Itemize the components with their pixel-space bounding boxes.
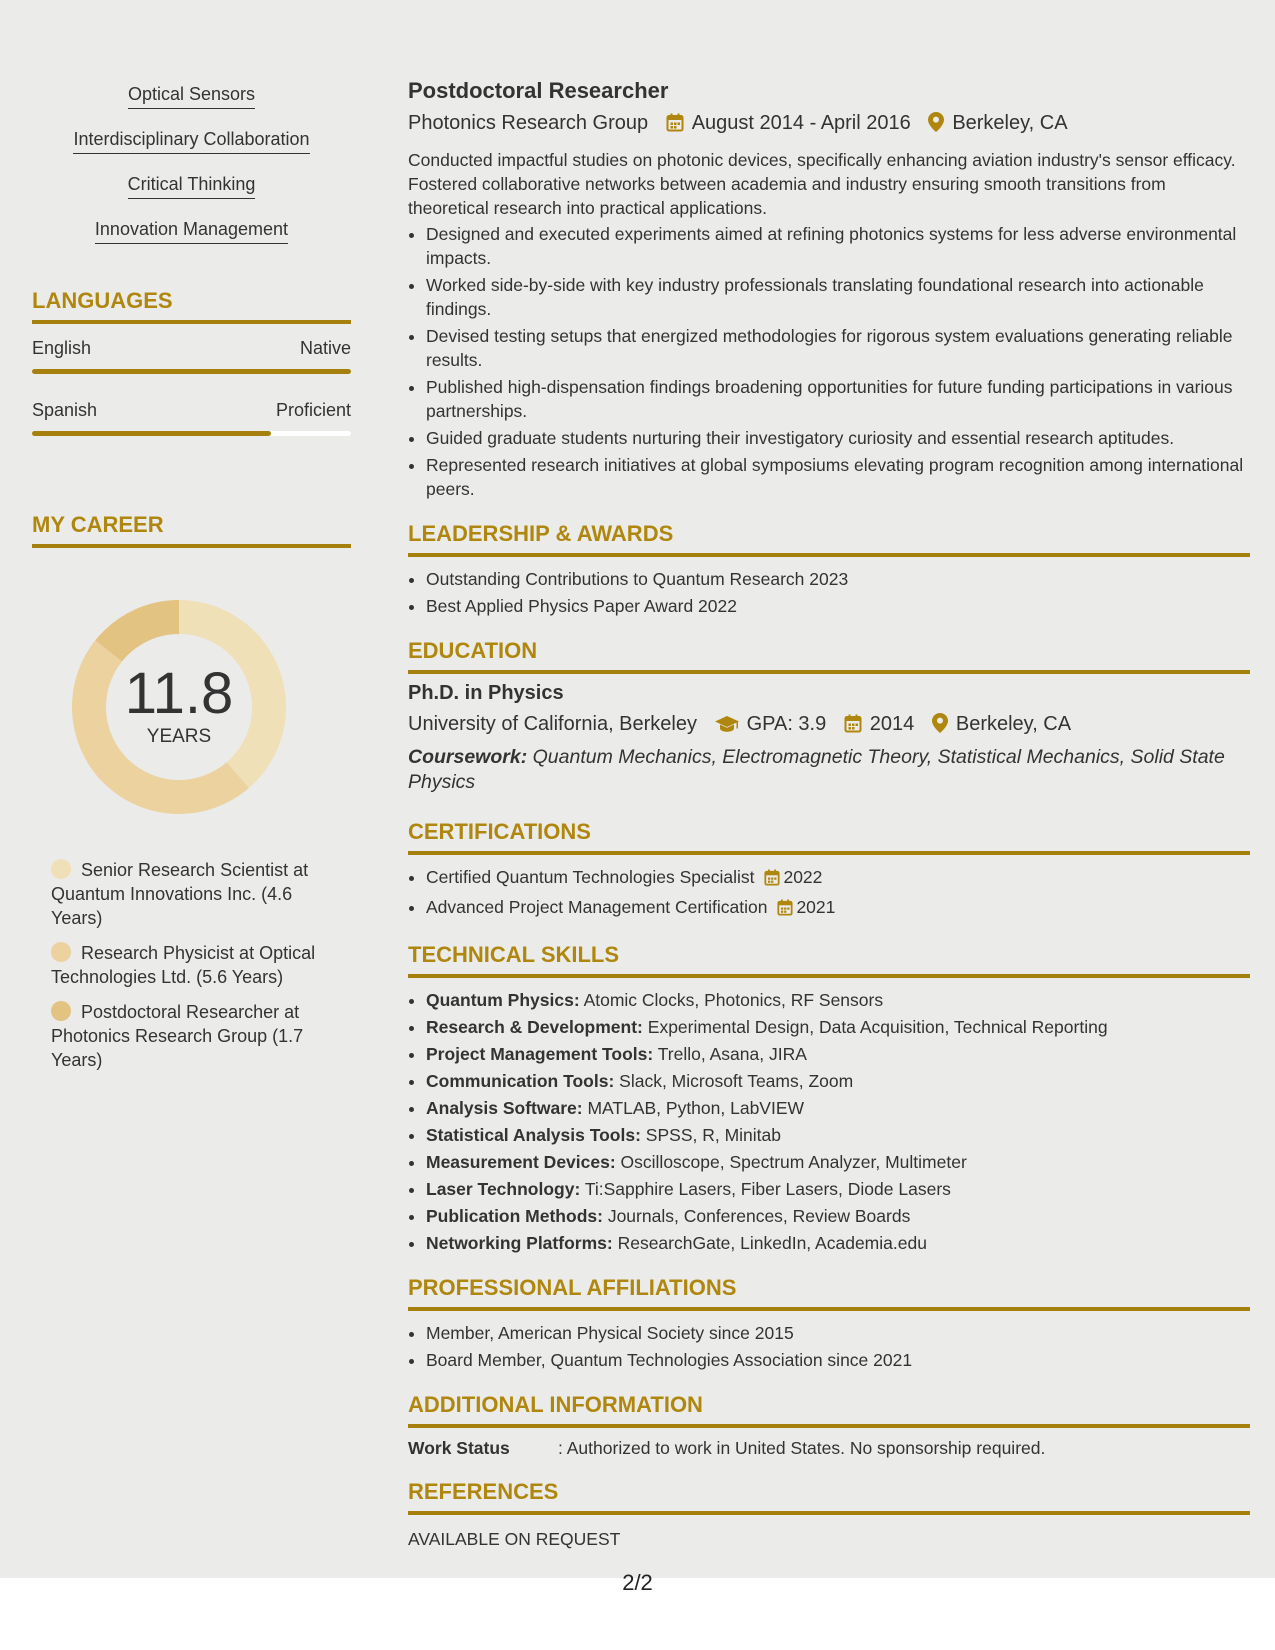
list-item: • Outstanding Contributions to Quantum Research 2023 [426, 567, 1250, 591]
job-title: Postdoctoral Researcher [408, 78, 669, 103]
list-item: • Represented research initiatives at global symposiums elevating program recognition among international peers. [426, 453, 1250, 501]
list-item: • Designed and executed experiments aimed at refining photonics systems for less adverse environmental impacts. [426, 222, 1250, 270]
gpa: GPA: 3.9 [746, 713, 827, 735]
references-title: REFERENCES [408, 1479, 1250, 1515]
list-item: • Devised testing setups that energized methodologies for rigorous system evaluations generating reliable results. [426, 324, 1250, 372]
certification-year: 2021 [796, 897, 836, 917]
school-name: University of California, Berkeley [408, 713, 697, 735]
skill-tag: Optical Sensors [128, 84, 255, 109]
language-bar-fill [32, 431, 271, 436]
calendar-icon [666, 113, 684, 138]
certification-year: 2022 [783, 867, 823, 887]
skill-tag: Interdisciplinary Collaboration [73, 129, 309, 154]
location-pin-icon [932, 713, 948, 739]
list-item: • Laser Technology: Ti:Sapphire Lasers, Fiber Lasers, Diode Lasers [426, 1177, 1250, 1201]
page-number: 2/2 [622, 1570, 653, 1595]
list-item: • Best Applied Physics Paper Award 2022 [426, 594, 1250, 618]
language-bar [32, 431, 351, 436]
job-bullets [408, 222, 1250, 501]
certification-name: Certified Quantum Technologies Specialist [426, 867, 755, 887]
job-location: Berkeley, CA [952, 112, 1068, 134]
job-meta [408, 112, 1250, 138]
technical-skills-list [408, 988, 1250, 1255]
language-name: English [32, 338, 92, 358]
main-content [408, 78, 1250, 1550]
languages-title: LANGUAGES [32, 288, 351, 324]
legend-dot-icon [51, 942, 71, 962]
education-title: EDUCATION [408, 638, 1250, 674]
list-item: • Guided graduate students nurturing their investigatory curiosity and essential research aptitudes. [426, 426, 1250, 450]
work-status-value: : Authorized to work in United States. No sponsorship required. [558, 1438, 1046, 1458]
affiliations-list [408, 1321, 1250, 1372]
legend-label: Postdoctoral Researcher at Photonics Research Group (1.7 Years) [51, 1002, 304, 1070]
language-spanish [32, 400, 351, 436]
list-item: • Analysis Software: MATLAB, Python, LabVIEW [426, 1096, 1250, 1120]
career-legend-item [51, 858, 326, 930]
references-text: AVAILABLE ON REQUEST [408, 1529, 621, 1549]
technical-skills-title: TECHNICAL SKILLS [408, 942, 1250, 978]
list-item: • Communication Tools: Slack, Microsoft Teams, Zoom [426, 1069, 1250, 1093]
degree-title: Ph.D. in Physics [408, 682, 564, 704]
calendar-icon [764, 868, 780, 892]
legend-label: Research Physicist at Optical Technologies Ltd. (5.6 Years) [51, 943, 316, 987]
awards-title: LEADERSHIP & AWARDS [408, 521, 1250, 557]
affiliations-title: PROFESSIONAL AFFILIATIONS [408, 1275, 1250, 1311]
calendar-icon [777, 898, 793, 922]
career-unit: YEARS [146, 726, 212, 747]
work-status-label: Work Status [408, 1438, 510, 1458]
language-bar-fill [32, 369, 351, 374]
language-english [32, 338, 351, 374]
career-title: MY CAREER [32, 512, 351, 548]
additional-info-title: ADDITIONAL INFORMATION [408, 1392, 1250, 1428]
certification-name: Advanced Project Management Certification [426, 897, 768, 917]
list-item: • Member, American Physical Society since 2015 [426, 1321, 1250, 1345]
list-item: • Board Member, Quantum Technologies Association since 2021 [426, 1348, 1250, 1372]
legend-dot-icon [51, 859, 71, 879]
awards-list [408, 567, 1250, 618]
list-item [426, 865, 1250, 892]
skill-tag: Critical Thinking [128, 174, 256, 199]
graduation-cap-icon [715, 715, 739, 739]
list-item: • Quantum Physics: Atomic Clocks, Photonics, RF Sensors [426, 988, 1250, 1012]
legend-label: Senior Research Scientist at Quantum Innovations Inc. (4.6 Years) [51, 860, 309, 928]
list-item: • Networking Platforms: ResearchGate, LinkedIn, Academia.edu [426, 1231, 1250, 1255]
language-bar [32, 369, 351, 374]
company-name: Photonics Research Group [408, 112, 649, 134]
education-year: 2014 [869, 713, 915, 735]
skill-tags [32, 84, 351, 264]
legend-dot-icon [51, 1001, 71, 1021]
career-legend [51, 858, 351, 1072]
list-item: • Publication Methods: Journals, Conferences, Review Boards [426, 1204, 1250, 1228]
career-legend-item [51, 1000, 326, 1072]
skill-tag: Innovation Management [95, 219, 288, 244]
sidebar [32, 84, 351, 1083]
work-status-row [408, 1438, 1250, 1459]
coursework-list: Quantum Mechanics, Electromagnetic Theory, Statistical Mechanics, Solid State Physics [408, 746, 1225, 793]
list-item: • Project Management Tools: Trello, Asana, JIRA [426, 1042, 1250, 1066]
job-dates: August 2014 - April 2016 [691, 112, 911, 134]
certifications-title: CERTIFICATIONS [408, 819, 1250, 855]
education-location: Berkeley, CA [955, 713, 1072, 735]
list-item: • Worked side-by-side with key industry professionals translating foundational research into actionable findings. [426, 273, 1250, 321]
career-donut-chart [64, 592, 294, 822]
calendar-icon [844, 714, 862, 739]
list-item: • Published high-dispensation findings broadening opportunities for future funding participations in various partnerships. [426, 375, 1250, 423]
language-level: Native [299, 338, 351, 358]
job-summary: Conducted impactful studies on photonic devices, specifically enhancing aviation industry's sensor efficacy. Fostered collaborative networks between academia and industry ensuring smooth transitions from theoretical research into practical applications. [408, 150, 1236, 218]
education-meta [408, 713, 1250, 739]
coursework [408, 745, 1250, 795]
location-pin-icon [928, 112, 944, 138]
coursework-label: Coursework: [408, 746, 528, 768]
list-item: • Research & Development: Experimental Design, Data Acquisition, Technical Reporting [426, 1015, 1250, 1039]
certifications-list [408, 865, 1250, 922]
career-total: 11.8 [124, 661, 234, 726]
list-item: • Measurement Devices: Oscilloscope, Spectrum Analyzer, Multimeter [426, 1150, 1250, 1174]
career-legend-item [51, 941, 326, 989]
list-item [426, 895, 1250, 922]
list-item: • Statistical Analysis Tools: SPSS, R, Minitab [426, 1123, 1250, 1147]
language-name: Spanish [32, 400, 98, 420]
language-level: Proficient [275, 400, 351, 420]
